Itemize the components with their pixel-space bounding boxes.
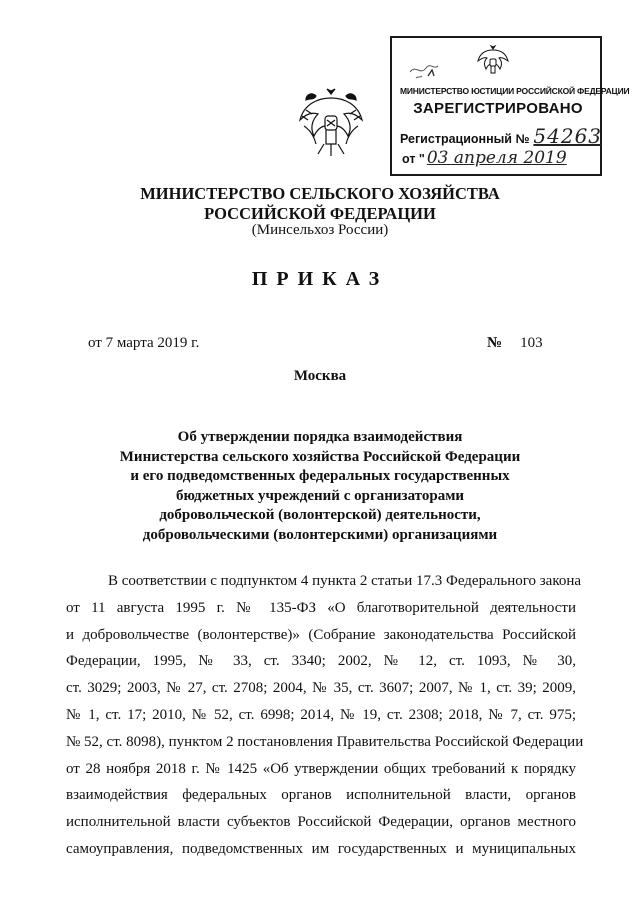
subject-line: добровольческими (волонтерскими) организациями [142,526,498,543]
body-line: Федерации, 1995, № 33, ст. 3340; 2002, № 12, ст. 1093, № 30, [66,653,576,670]
body-line: № 1, ст. 17; 2010, № 52, ст. 6998; 2014, № 19, ст. 2308; 2018, № 7, ст. 975; [66,706,576,723]
body-line: от 28 ноября 2018 г. № 1425 «Об утверждении общих требований к порядку [66,760,576,777]
stamp-date-prefix: от " [402,152,425,166]
body-line: и добровольчестве (волонтерстве)» (Собрание законодательства Российской [66,626,576,643]
stamp-registered-label: ЗАРЕГИСТРИРОВАНО [413,100,583,117]
body-line: от 11 августа 1995 г. № 135-ФЗ «О благотворительной деятельности [66,599,576,616]
subject-line: Министерства сельского хозяйства Российской Федерации [119,448,521,465]
stamp-registration-number: 54263 [533,124,603,148]
stamp-ministry-name: МИНИСТЕРСТВО ЮСТИЦИИ РОССИЙСКОЙ ФЕДЕРАЦИИ [400,86,630,96]
body-line: взаимодействия федеральных органов исполнительной власти, органов [66,787,576,804]
subject-line: бюджетных учреждений с организаторами [175,487,465,504]
city: Москва [293,368,347,384]
stamp-date-value: 03 апреля 2019 [426,148,567,168]
ministry-title-line-1: МИНИСТЕРСТВО СЕЛЬСКОГО ХОЗЯЙСТВА [140,184,500,203]
double-headed-eagle-emblem-icon [296,86,366,158]
document-type-title: ПРИКАЗ [251,268,389,290]
order-number-value: 103 [520,335,543,351]
subject-line: Об утверждении порядка взаимодействия [177,429,463,445]
order-body [66,568,584,863]
body-line: исполнительной власти субъектов Российской Федерации, органов местного [66,814,576,831]
stamp-date-row [402,148,602,168]
stamp-registration-number-row [400,124,603,148]
registration-stamp [390,36,630,176]
stamp-registration-label: Регистрационный № [400,132,530,146]
order-number-label: № [487,335,503,351]
handwritten-mark-icon [406,52,466,82]
order-number [487,335,543,352]
body-line: ст. 3029; 2003, № 27, ст. 2708; 2004, № 35, ст. 3607; 2007, № 1, ст. 39; 2009, [66,680,576,697]
stamp-eagle-emblem-icon [476,44,510,78]
ministry-title-line-2: РОССИЙСКОЙ ФЕДЕРАЦИИ [204,204,436,223]
body-line: самоуправления, подведомственных им государственных и муниципальных [66,840,576,857]
subject-line: добровольческой (волонтерской) деятельности, [159,507,481,523]
subject-line: и его подведомственных федеральных государственных [130,468,510,484]
body-line: № 52, ст. 8098), пунктом 2 постановления Правительства Российской Федерации [66,733,584,750]
body-line: В соответствии с подпунктом 4 пункта 2 статьи 17.3 Федерального закона [108,573,582,589]
order-date: от 7 марта 2019 г. [88,335,200,351]
ministry-title [0,184,640,224]
order-subject [80,428,560,545]
ministry-short-name: (Минсельхоз России) [251,222,389,238]
